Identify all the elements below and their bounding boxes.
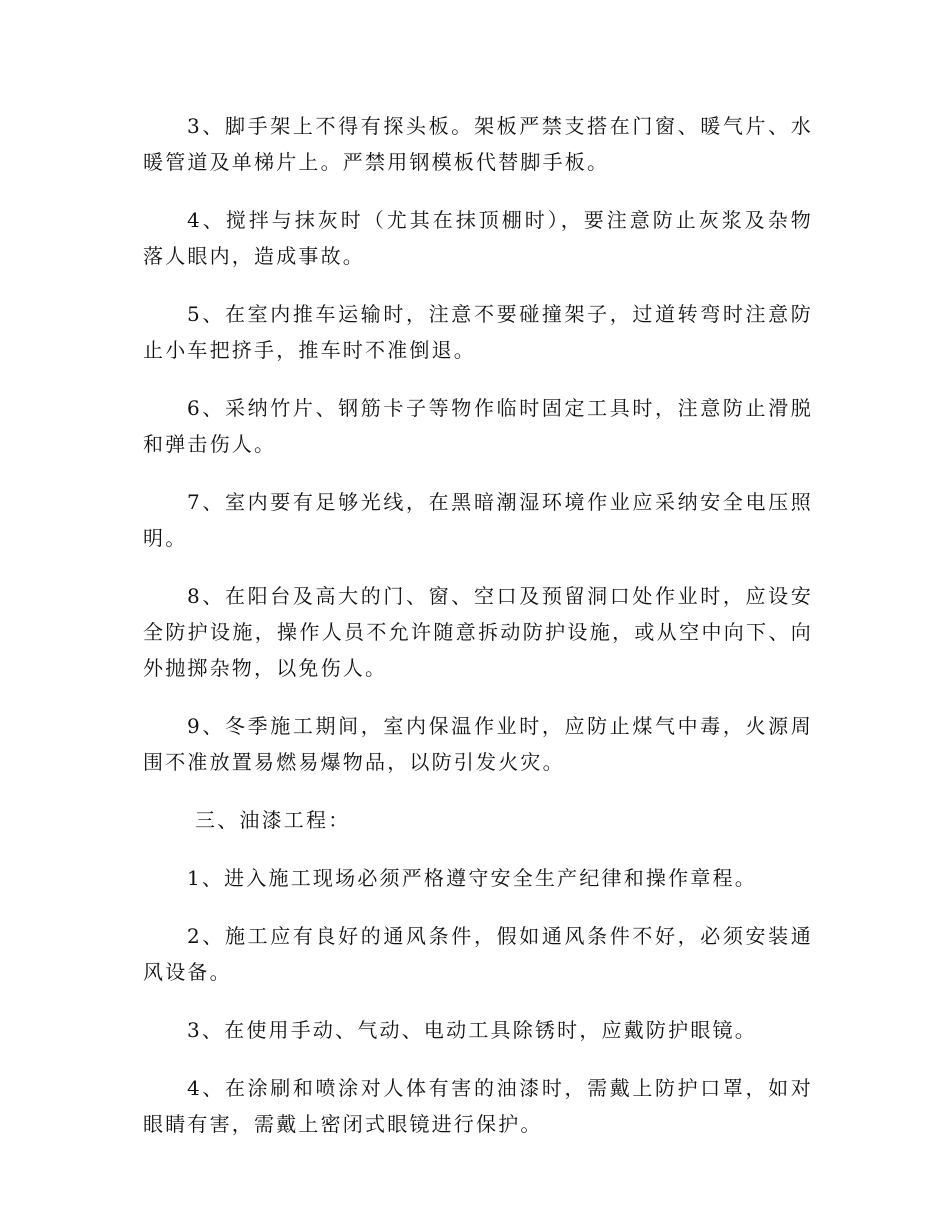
paragraph-mixing-rule: 4、搅拌与抹灰时（尤其在抹顶棚时），要注意防止灰浆及杂物落人眼内，造成事故。: [143, 208, 813, 268]
section-heading-painting: 三、油漆工程：: [195, 808, 351, 832]
paragraph-scaffold-rule: 3、脚手架上不得有探头板。架板严禁支搭在门窗、暖气片、水暖管道及单梯片上。严禁用钢模板代替脚手板。: [143, 114, 813, 174]
paragraph-goggles-rule: 3、在使用手动、气动、电动工具除锈时，应戴防护眼镜。: [187, 1018, 757, 1042]
paragraph-fixing-tool-rule: 6、采纳竹片、钢筋卡子等物作临时固定工具时，注意防止滑脱和弹击伤人。: [143, 396, 813, 456]
paragraph-mask-rule: 4、在涂刷和喷涂对人体有害的油漆时，需戴上防护口罩，如对眼睛有害，需戴上密闭式眼镜进行保护。: [143, 1076, 813, 1136]
paragraph-lighting-rule: 7、室内要有足够光线，在黑暗潮湿环境作业应采纳安全电压照明。: [143, 490, 813, 550]
paragraph-winter-rule: 9、冬季施工期间，室内保温作业时，应防止煤气中毒，火源周围不准放置易燃易爆物品，以防引发火灾。: [143, 714, 813, 774]
paragraph-cart-rule: 5、在室内推车运输时，注意不要碰撞架子，过道转弯时注意防止小车把挤手，推车时不准倒退。: [143, 302, 813, 362]
paragraph-ventilation-rule: 2、施工应有良好的通风条件，假如通风条件不好，必须安装通风设备。: [143, 924, 813, 984]
paragraph-site-discipline-rule: 1、进入施工现场必须严格遵守安全生产纪律和操作章程。: [187, 866, 757, 890]
document-body: [143, 108, 813, 1164]
paragraph-balcony-rule: 8、在阳台及高大的门、窗、空口及预留洞口处作业时，应设安全防护设施，操作人员不允许随意拆动防护设施，或从空中向下、向外抛掷杂物，以免伤人。: [143, 584, 813, 680]
